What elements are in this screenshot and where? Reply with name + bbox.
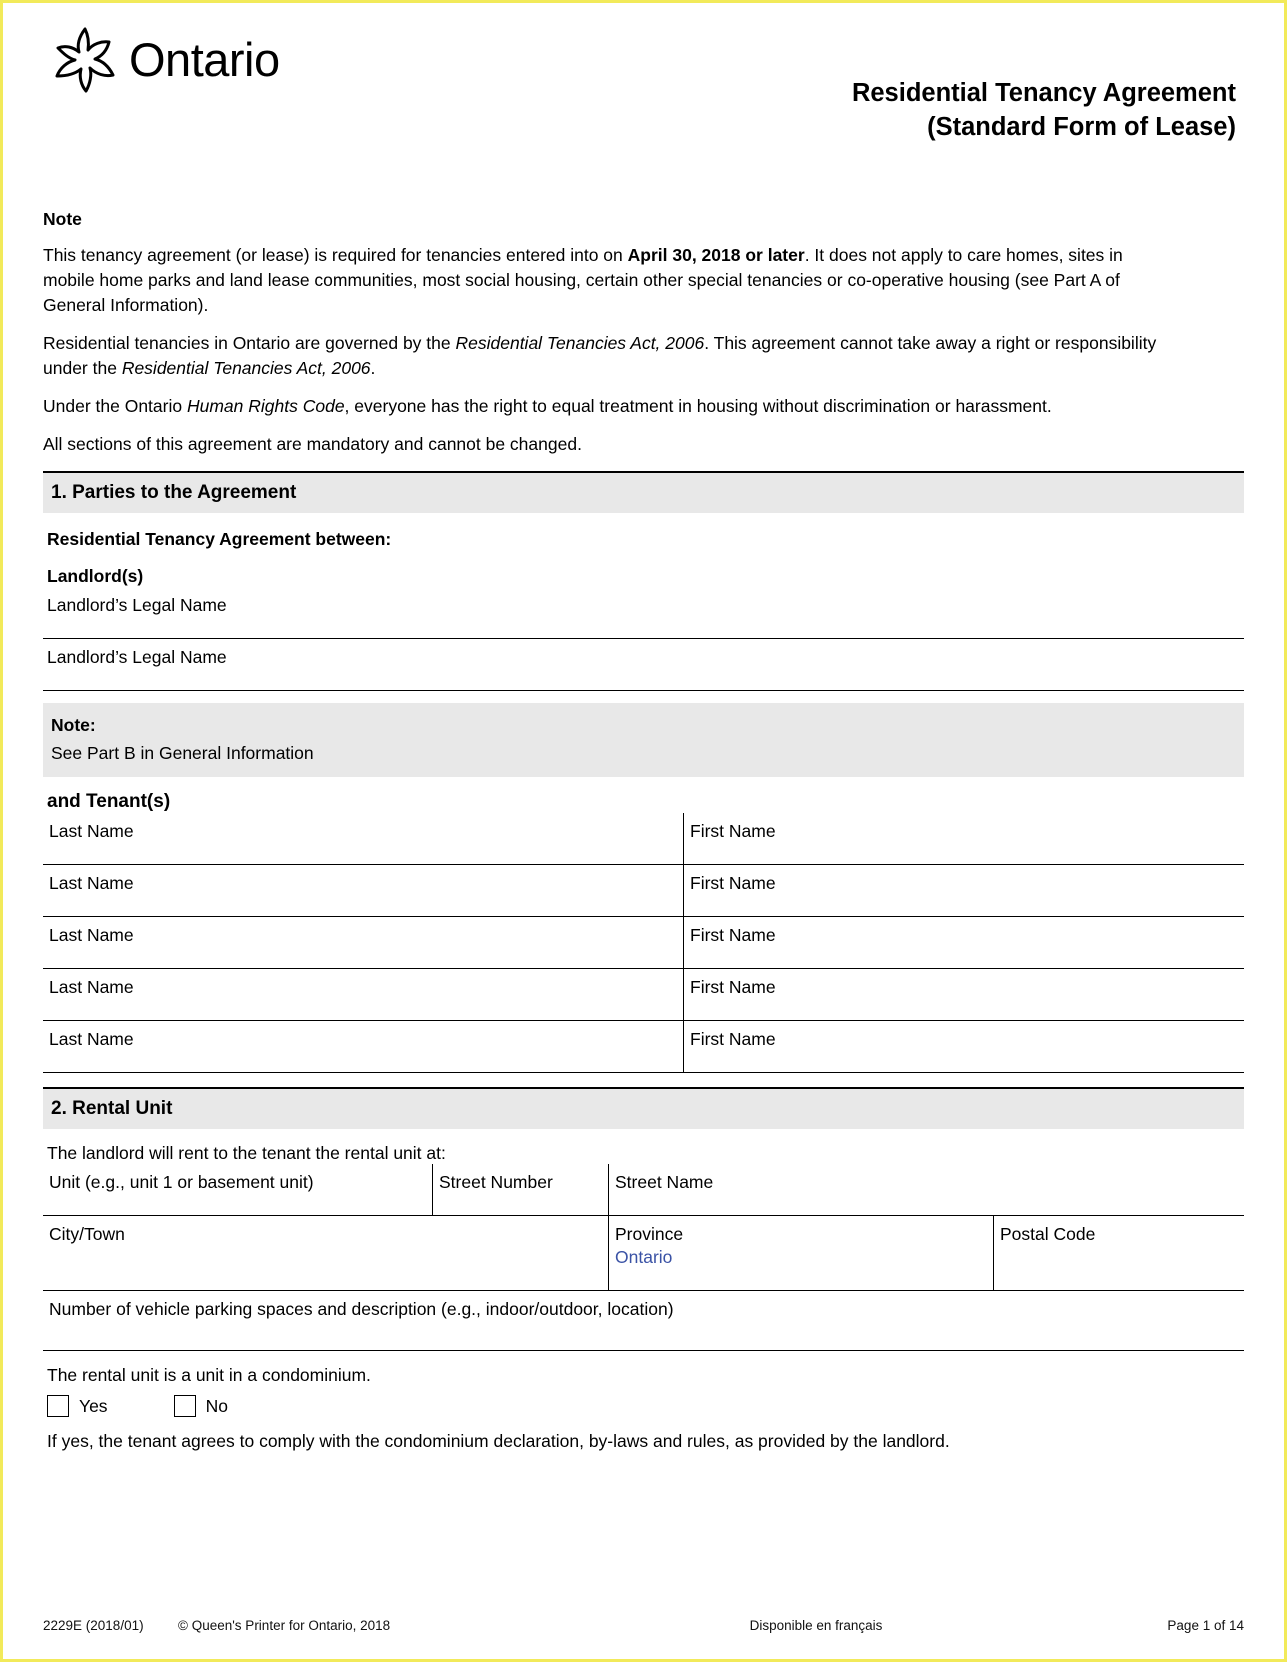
ontario-wordmark: Ontario	[129, 32, 280, 86]
tenant-row[interactable]	[43, 917, 1244, 969]
note-p3-a: Under the Ontario	[43, 396, 187, 417]
tenant-last-name-label-1: Last Name	[49, 821, 134, 842]
unit-label: Unit (e.g., unit 1 or basement unit)	[49, 1172, 314, 1193]
condo-no-label: No	[205, 1395, 228, 1416]
footer-page-number: Page 1 of 14	[1167, 1618, 1244, 1633]
tenant-last-name-field-1[interactable]	[43, 813, 684, 864]
document-header	[43, 25, 1244, 145]
note-p3-code: Human Rights Code	[186, 396, 345, 417]
document-footer	[43, 1618, 1244, 1633]
general-information-note	[43, 703, 1244, 777]
note-p1-a: This tenancy agreement (or lease) is required for tenancies entered into on	[43, 245, 628, 265]
tenant-first-name-label-5: First Name	[690, 1029, 776, 1050]
tenant-first-name-field-1[interactable]	[684, 813, 1244, 864]
condominium-question: The rental unit is a unit in a condominium.	[47, 1365, 371, 1386]
tenant-last-name-field-3[interactable]	[43, 917, 684, 968]
condo-yes-label: Yes	[79, 1395, 108, 1416]
section-1-header: 1. Parties to the Agreement	[43, 471, 1244, 513]
landlord-legal-name-label-2: Landlord’s Legal Name	[47, 647, 227, 668]
footer-french-link: Disponible en français	[749, 1618, 883, 1633]
rental-unit-address-row-1[interactable]	[43, 1164, 1244, 1216]
ontario-trillium-icon	[49, 25, 123, 97]
condominium-note: If yes, the tenant agrees to comply with the condominium declaration, by-laws and rules, as provided by the landlord.	[47, 1431, 950, 1452]
section-2-header: 2. Rental Unit	[43, 1087, 1244, 1129]
condo-no-checkbox[interactable]	[174, 1395, 196, 1417]
tenants-heading: and Tenant(s)	[47, 791, 171, 813]
tenant-first-name-field-3[interactable]	[684, 917, 1244, 968]
note-heading: Note	[43, 209, 82, 229]
note-paragraph-1	[43, 243, 1173, 318]
street-name-label: Street Name	[615, 1172, 714, 1193]
city-field[interactable]	[43, 1216, 609, 1290]
page-title-line2: (Standard Form of Lease)	[927, 112, 1236, 141]
condominium-checkbox-group[interactable]	[47, 1395, 1244, 1417]
general-information-note-title: Note:	[51, 715, 96, 736]
tenant-last-name-label-3: Last Name	[49, 925, 134, 946]
parking-row[interactable]	[43, 1291, 1244, 1351]
street-number-label: Street Number	[439, 1172, 553, 1193]
tenant-first-name-field-5[interactable]	[684, 1021, 1244, 1072]
unit-field[interactable]	[43, 1164, 433, 1215]
ontario-logo	[43, 25, 280, 97]
tenant-row[interactable]	[43, 1021, 1244, 1073]
city-label: City/Town	[49, 1224, 125, 1245]
tenant-last-name-field-4[interactable]	[43, 969, 684, 1020]
postal-code-field[interactable]	[994, 1216, 1244, 1290]
general-information-note-text: See Part B in General Information	[51, 742, 314, 763]
note-p2-act2: Residential Tenancies Act, 2006	[121, 358, 371, 379]
province-label: Province	[615, 1224, 684, 1245]
tenant-last-name-label-4: Last Name	[49, 977, 134, 998]
note-p1-bold: April 30, 2018 or later	[627, 245, 805, 265]
tenant-row[interactable]	[43, 969, 1244, 1021]
tenant-first-name-field-2[interactable]	[684, 865, 1244, 916]
tenant-first-name-label-3: First Name	[690, 925, 776, 946]
note-p2-e: .	[370, 358, 376, 379]
province-field[interactable]	[609, 1216, 994, 1290]
landlords-heading: Landlord(s)	[47, 566, 144, 587]
note-p2-act1: Residential Tenancies Act, 2006	[455, 333, 705, 354]
tenant-first-name-label-2: First Name	[690, 873, 776, 894]
note-p1-c: . It does not apply to care homes, sites in mobile home parks and land lease communities, most social housing, certain other special tenancies or co-operative housing (see Part A of General Information).	[43, 245, 1123, 316]
tenant-last-name-field-2[interactable]	[43, 865, 684, 916]
landlord-legal-name-label-1: Landlord’s Legal Name	[47, 595, 227, 616]
note-p2-a: Residential tenancies in Ontario are governed by the	[43, 333, 456, 354]
parking-label: Number of vehicle parking spaces and description (e.g., indoor/outdoor, location)	[49, 1299, 674, 1320]
rental-unit-intro: The landlord will rent to the tenant the rental unit at:	[47, 1143, 446, 1164]
tenant-first-name-label-4: First Name	[690, 977, 776, 998]
tenant-first-name-label-1: First Name	[690, 821, 776, 842]
landlord-legal-name-field-2[interactable]	[43, 639, 1244, 691]
province-value: Ontario	[615, 1247, 673, 1268]
page-title	[852, 25, 1244, 144]
tenant-row[interactable]	[43, 865, 1244, 917]
tenant-last-name-field-5[interactable]	[43, 1021, 684, 1072]
note-paragraph-2	[43, 331, 1173, 381]
postal-code-label: Postal Code	[1000, 1224, 1096, 1245]
note-paragraph-4: All sections of this agreement are mandatory and cannot be changed.	[43, 434, 582, 455]
street-name-field[interactable]	[609, 1164, 1244, 1215]
tenant-row[interactable]	[43, 813, 1244, 865]
tenant-first-name-field-4[interactable]	[684, 969, 1244, 1020]
agreement-between-label: Residential Tenancy Agreement between:	[47, 529, 392, 550]
note-p3-c: , everyone has the right to equal treatment in housing without discrimination or harassment.	[344, 396, 1052, 417]
parking-field[interactable]	[43, 1291, 1244, 1350]
footer-copyright: © Queen's Printer for Ontario, 2018	[178, 1618, 391, 1633]
page-title-line1: Residential Tenancy Agreement	[851, 79, 1236, 107]
condo-yes-checkbox[interactable]	[47, 1395, 69, 1417]
note-paragraph-3	[43, 394, 1173, 419]
tenant-last-name-label-5: Last Name	[49, 1029, 134, 1050]
rental-unit-address-row-2[interactable]	[43, 1216, 1244, 1291]
tenant-last-name-label-2: Last Name	[49, 873, 134, 894]
street-number-field[interactable]	[433, 1164, 609, 1215]
landlord-legal-name-field-1[interactable]	[43, 587, 1244, 639]
footer-form-code: 2229E (2018/01)	[43, 1618, 144, 1633]
note-p2-c: . This agreement cannot take away a right or responsibility under the	[43, 333, 1157, 379]
